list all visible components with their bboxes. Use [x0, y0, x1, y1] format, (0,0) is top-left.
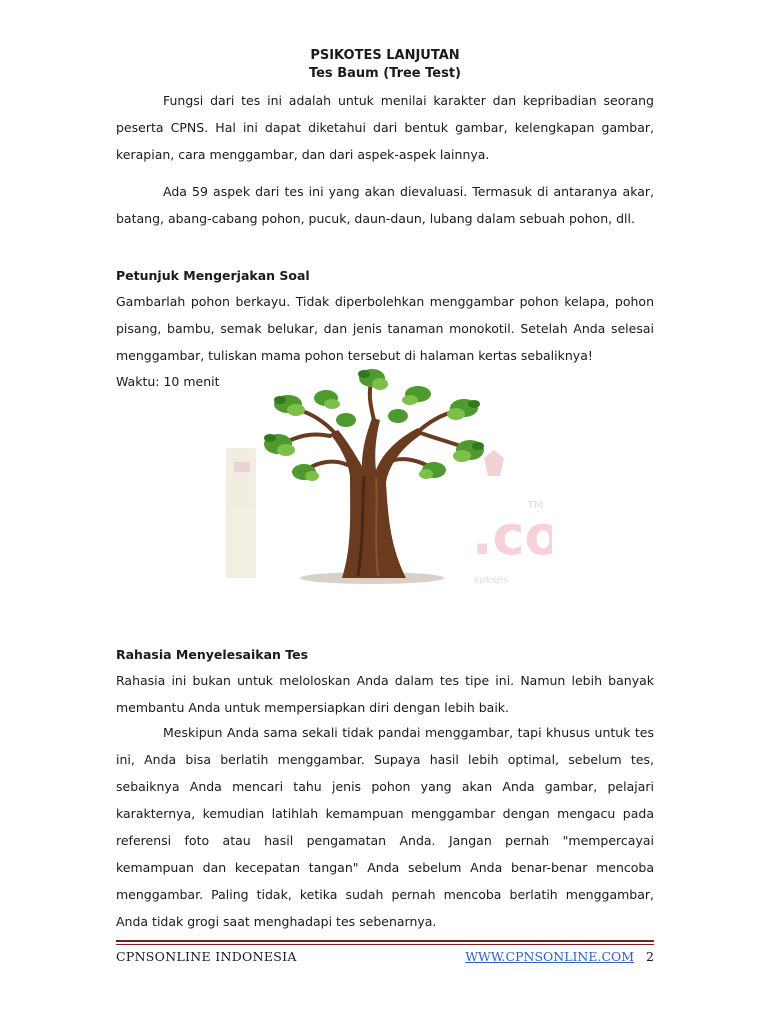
intro-paragraph-1: Fungsi dari tes ini adalah untuk menilai karakter dan kepribadian seorang peserta CPNS. Hal ini dapat diketahui dari bentuk gambar, kelengkapan gambar, kerapian, cara menggambar, dan dari aspek-aspek lainnya. [116, 93, 654, 162]
document-subtitle: Tes Baum (Tree Test) [308, 66, 462, 81]
intro-paragraph-2: Ada 59 aspek dari tes ini yang akan dievaluasi. Termasuk di antaranya akar, batang, abang-cabang pohon, pucuk, daun-daun, lubang dalam sebuah pohon, dll. [116, 184, 654, 226]
instructions-heading: Petunjuk Mengerjakan Soal [116, 268, 310, 283]
secrets-heading: Rahasia Menyelesaikan Tes [116, 647, 309, 662]
page-number: 2 [646, 949, 654, 964]
secrets-paragraph-2: Meskipun Anda sama sekali tidak pandai menggambar, tapi khusus untuk tes ini, Anda bisa berlatih menggambar. Supaya hasil lebih optimal, sebelum tes, sebaiknya Anda mencari tahu jenis pohon yang akan Anda gambar, pelajari karakternya, kemudian latihlah kemampuan menggambar dengan mengacu pada referensi foto atau hasil pengamatan Anda. Jangan pernah "mempercayai kemampuan dan kecepatan tangan" Anda sebelum Anda benar-benar mencoba menggambar. Paling tidak, ketika sudah pernah mencoba berlatih menggambar, Anda tidak grogi saat menghadapi tes sebenarnya. [116, 725, 654, 929]
watermark-tm: TM [528, 500, 543, 511]
watermark-tagline: sukses [474, 575, 508, 586]
footer-rule [116, 940, 654, 942]
footer-website-link[interactable]: WWW.CPNSONLINE.COM [465, 949, 635, 964]
watermark-text: .co [472, 504, 552, 567]
footer-rule-thin [116, 944, 654, 945]
instructions-paragraph: Gambarlah pohon berkayu. Tidak diperbolehkan menggambar pohon kelapa, pohon pisang, bambu, semak belukar, dan jenis tanaman monokotil. Setelah Anda selesai menggambar, tuliskan mama pohon tersebut di halaman kertas sebaliknya! [116, 294, 654, 363]
time-limit: Waktu: 10 menit [116, 374, 220, 389]
tree-image [222, 366, 552, 596]
garuda-emblem [484, 450, 504, 476]
tree-illustration [222, 366, 552, 596]
footer-brand: CPNSONLINE INDONESIA [116, 949, 297, 964]
footer-right [465, 948, 654, 966]
document-title: PSIKOTES LANJUTAN [310, 48, 460, 63]
secrets-paragraph-1: Rahasia ini bukan untuk meloloskan Anda dalam tes tipe ini. Namun lebih banyak membantu Anda untuk mempersiapkan diri dengan lebih baik. [116, 673, 654, 715]
